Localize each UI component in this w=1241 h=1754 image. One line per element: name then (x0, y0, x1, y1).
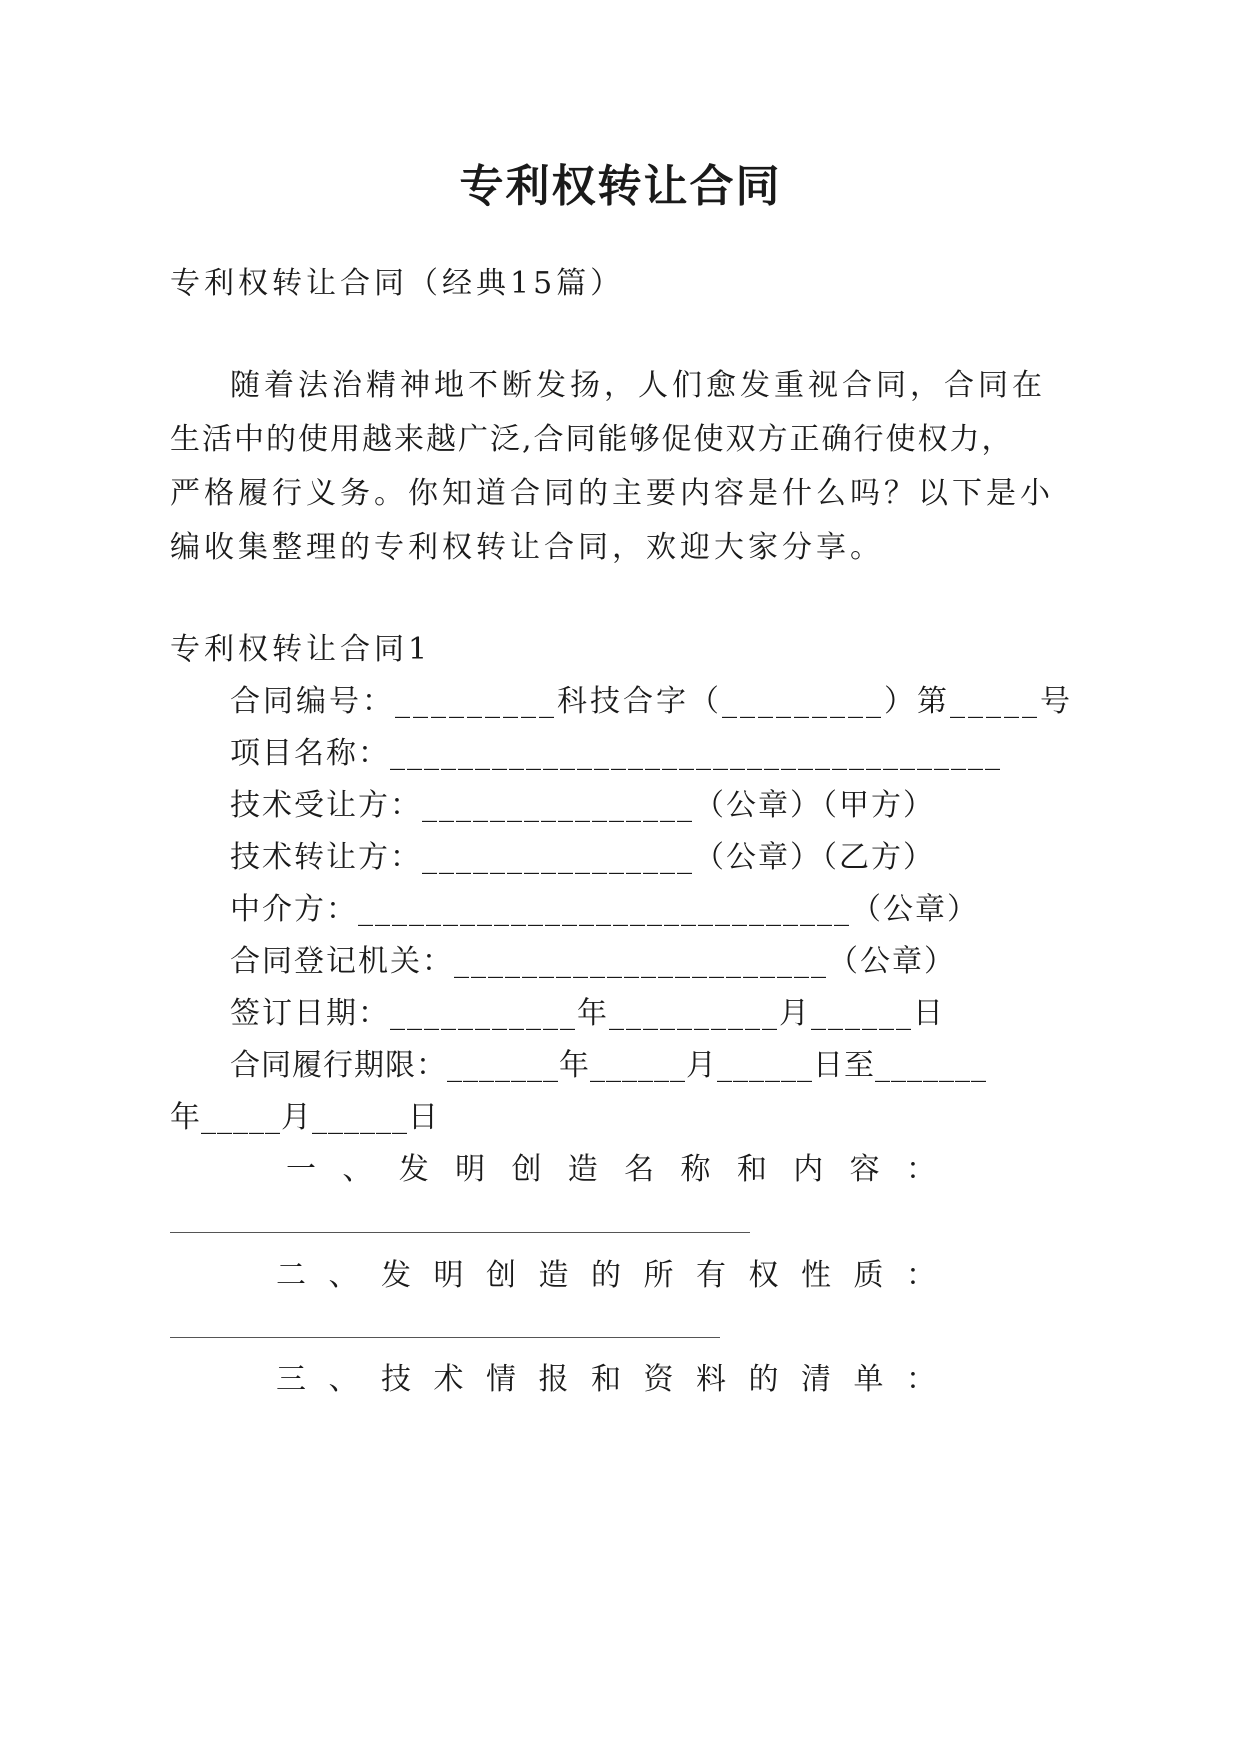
field-registration-authority: 合同登记机关：______________________（公章） (230, 944, 956, 979)
document-title: 专利权转让合同 (459, 161, 782, 212)
blank-underline (170, 1337, 720, 1338)
section-heading: 专利权转让合同1 (170, 632, 432, 667)
document-subtitle: 专利权转让合同（经典15篇） (170, 266, 625, 301)
clause-heading: 二 、 发 明 创 造 的 所 有 权 性 质 ： (276, 1258, 936, 1293)
clause-heading: 一 、 发 明 创 造 名 称 和 内 容 ： (286, 1152, 936, 1187)
intro-line: 编收集整理的专利权转让合同，欢迎大家分享。 (170, 530, 884, 565)
field-project-name: 项目名称：____________________________________ (230, 736, 1002, 771)
field-signing-date: 签订日期：___________年__________月______日 (230, 996, 945, 1031)
field-intermediary: 中介方：_____________________________（公章） (230, 892, 979, 927)
intro-line: 严格履行义务。你知道合同的主要内容是什么吗？以下是小 (170, 476, 1054, 511)
clause-heading: 三 、 技 术 情 报 和 资 料 的 清 单 ： (276, 1362, 936, 1397)
intro-line: 随着法治精神地不断发扬，人们愈发重视合同，合同在 (230, 368, 1046, 403)
field-performance-period: 合同履行期限：_______年______月______日至_______ (230, 1048, 987, 1083)
intro-line: 生活中的使用越来越广泛,合同能够促使双方正确行使权力， (170, 422, 1014, 457)
field-transferor: 技术转让方：________________（公章）（乙方） (230, 840, 935, 875)
field-transferee: 技术受让方：________________（公章）（甲方） (230, 788, 935, 823)
field-performance-period-end: 年_____月______日 (170, 1100, 439, 1135)
field-contract-number: 合同编号：_________科技合字（_________）第_____号 (230, 684, 1073, 719)
blank-underline (170, 1232, 750, 1233)
